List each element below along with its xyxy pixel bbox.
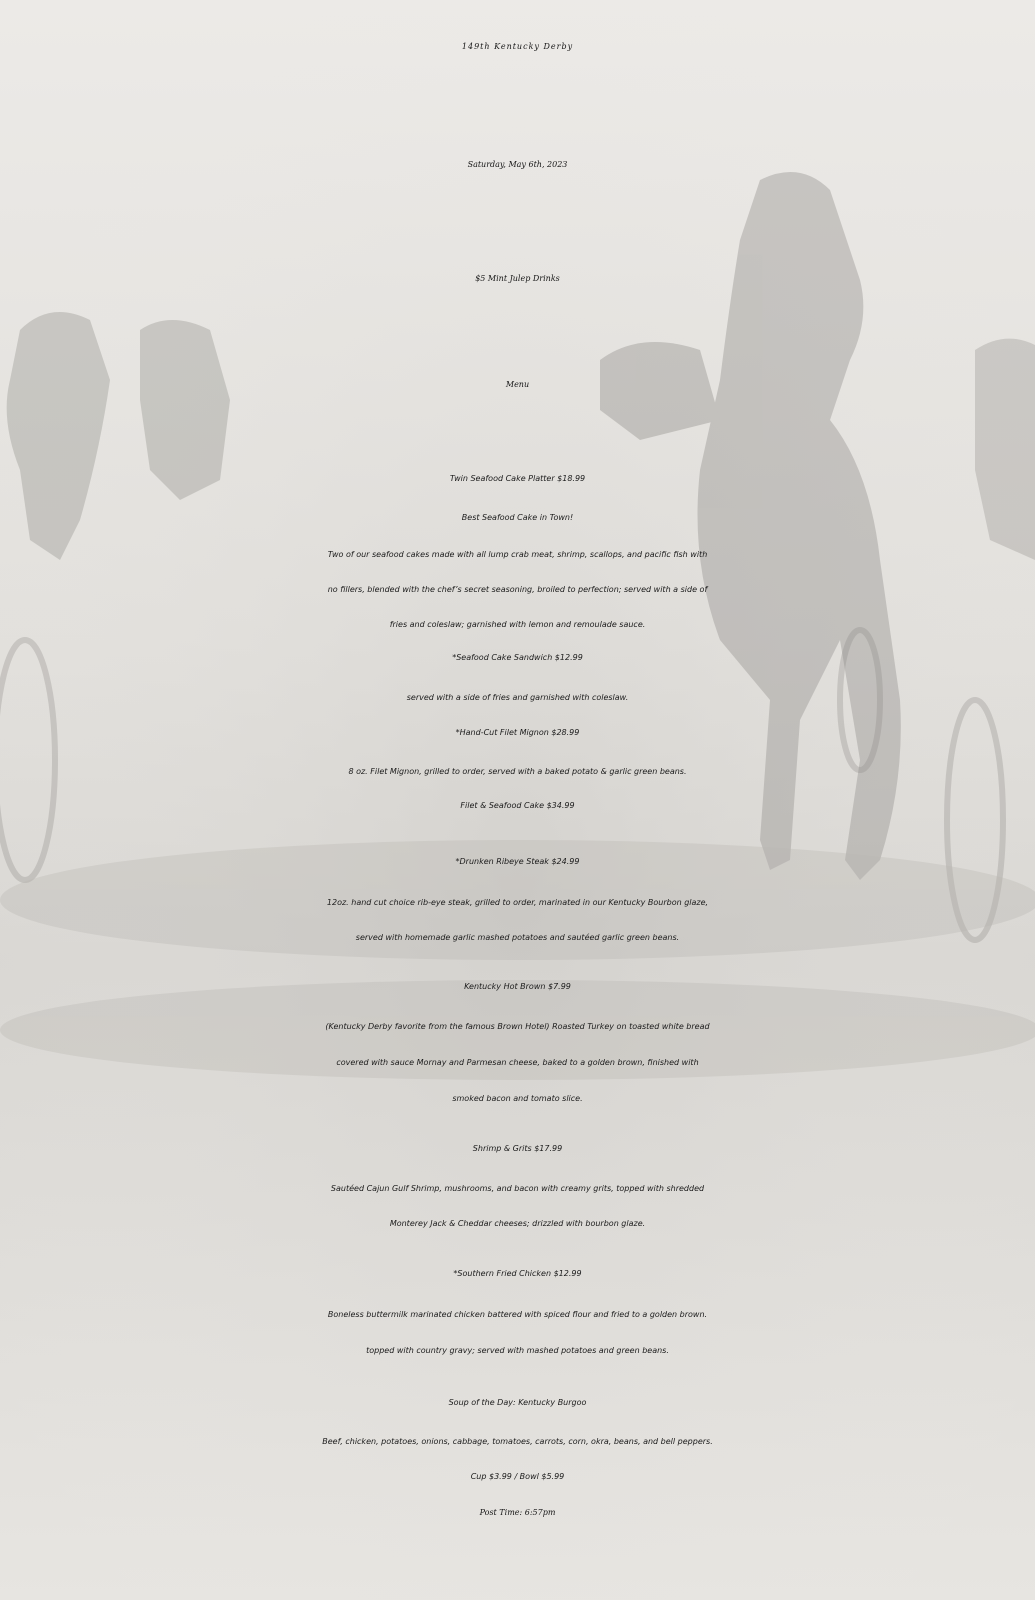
menu-item-description: Beef, chicken, potatoes, onions, cabbage, tomatoes, carrots, corn, okra, beans, and bell peppers. [322,1437,713,1446]
post-time: Post Time: 6:57pm [479,1508,556,1517]
menu-item-description: Sautéed Cajun Gulf Shrimp, mushrooms, and bacon with creamy grits, topped with shredded [330,1184,705,1193]
menu-item-description: smoked bacon and tomato slice. [452,1094,583,1103]
menu-item-name: Twin Seafood Cake Platter $18.99 [449,474,586,483]
drink-promo: $5 Mint Julep Drinks [475,274,560,283]
menu-item-name: *Southern Fried Chicken $12.99 [453,1269,582,1278]
menu-item-description: (Kentucky Derby favorite from the famous Brown Hotel) Roasted Turkey on toasted white bread [325,1022,710,1031]
menu-item-description: topped with country gravy; served with mashed potatoes and green beans. [366,1346,669,1355]
menu-heading: Menu [505,380,530,389]
menu-item-description: Monterey Jack & Cheddar cheeses; drizzled with bourbon glaze. [389,1219,646,1228]
event-title: 149th Kentucky Derby [461,42,574,51]
menu-item-name: Soup of the Day: Kentucky Burgoo [448,1398,587,1407]
menu-item-name: *Hand-Cut Filet Mignon $28.99 [455,728,580,737]
menu-item-name: Kentucky Hot Brown $7.99 [464,982,571,991]
menu-item-description: Two of our seafood cakes made with all lump crab meat, shrimp, scallops, and pacific fish with [327,550,708,559]
menu-item-name: *Drunken Ribeye Steak $24.99 [455,857,580,866]
menu-item-description: 8 oz. Filet Mignon, grilled to order, served with a baked potato & garlic green beans. [348,767,687,776]
menu-item-name: *Seafood Cake Sandwich $12.99 [452,653,583,662]
menu-item-description: served with a side of fries and garnished with coleslaw. [406,693,629,702]
menu-item-price: Cup $3.99 / Bowl $5.99 [470,1472,565,1481]
menu-item-description: fries and coleslaw; garnished with lemon and remoulade sauce. [389,620,646,629]
menu-item-description: no fillers, blended with the chef’s secret seasoning, broiled to perfection; served with a side of [327,585,708,594]
menu-item-description: 12oz. hand cut choice rib-eye steak, grilled to order, marinated in our Kentucky Bourbon glaze, [326,898,709,907]
menu-item-description: Boneless buttermilk marinated chicken battered with spiced flour and fried to a golden brown. [327,1310,708,1319]
event-date: Saturday, May 6th, 2023 [467,160,568,169]
menu-item-description: served with homemade garlic mashed potatoes and sautéed garlic green beans. [355,933,680,942]
menu-item-name: Filet & Seafood Cake $34.99 [460,801,575,810]
menu-item-name: Shrimp & Grits $17.99 [472,1144,563,1153]
menu-item-tagline: Best Seafood Cake in Town! [461,513,574,522]
menu-item-description: covered with sauce Mornay and Parmesan cheese, baked to a golden brown, finished with [336,1058,699,1067]
